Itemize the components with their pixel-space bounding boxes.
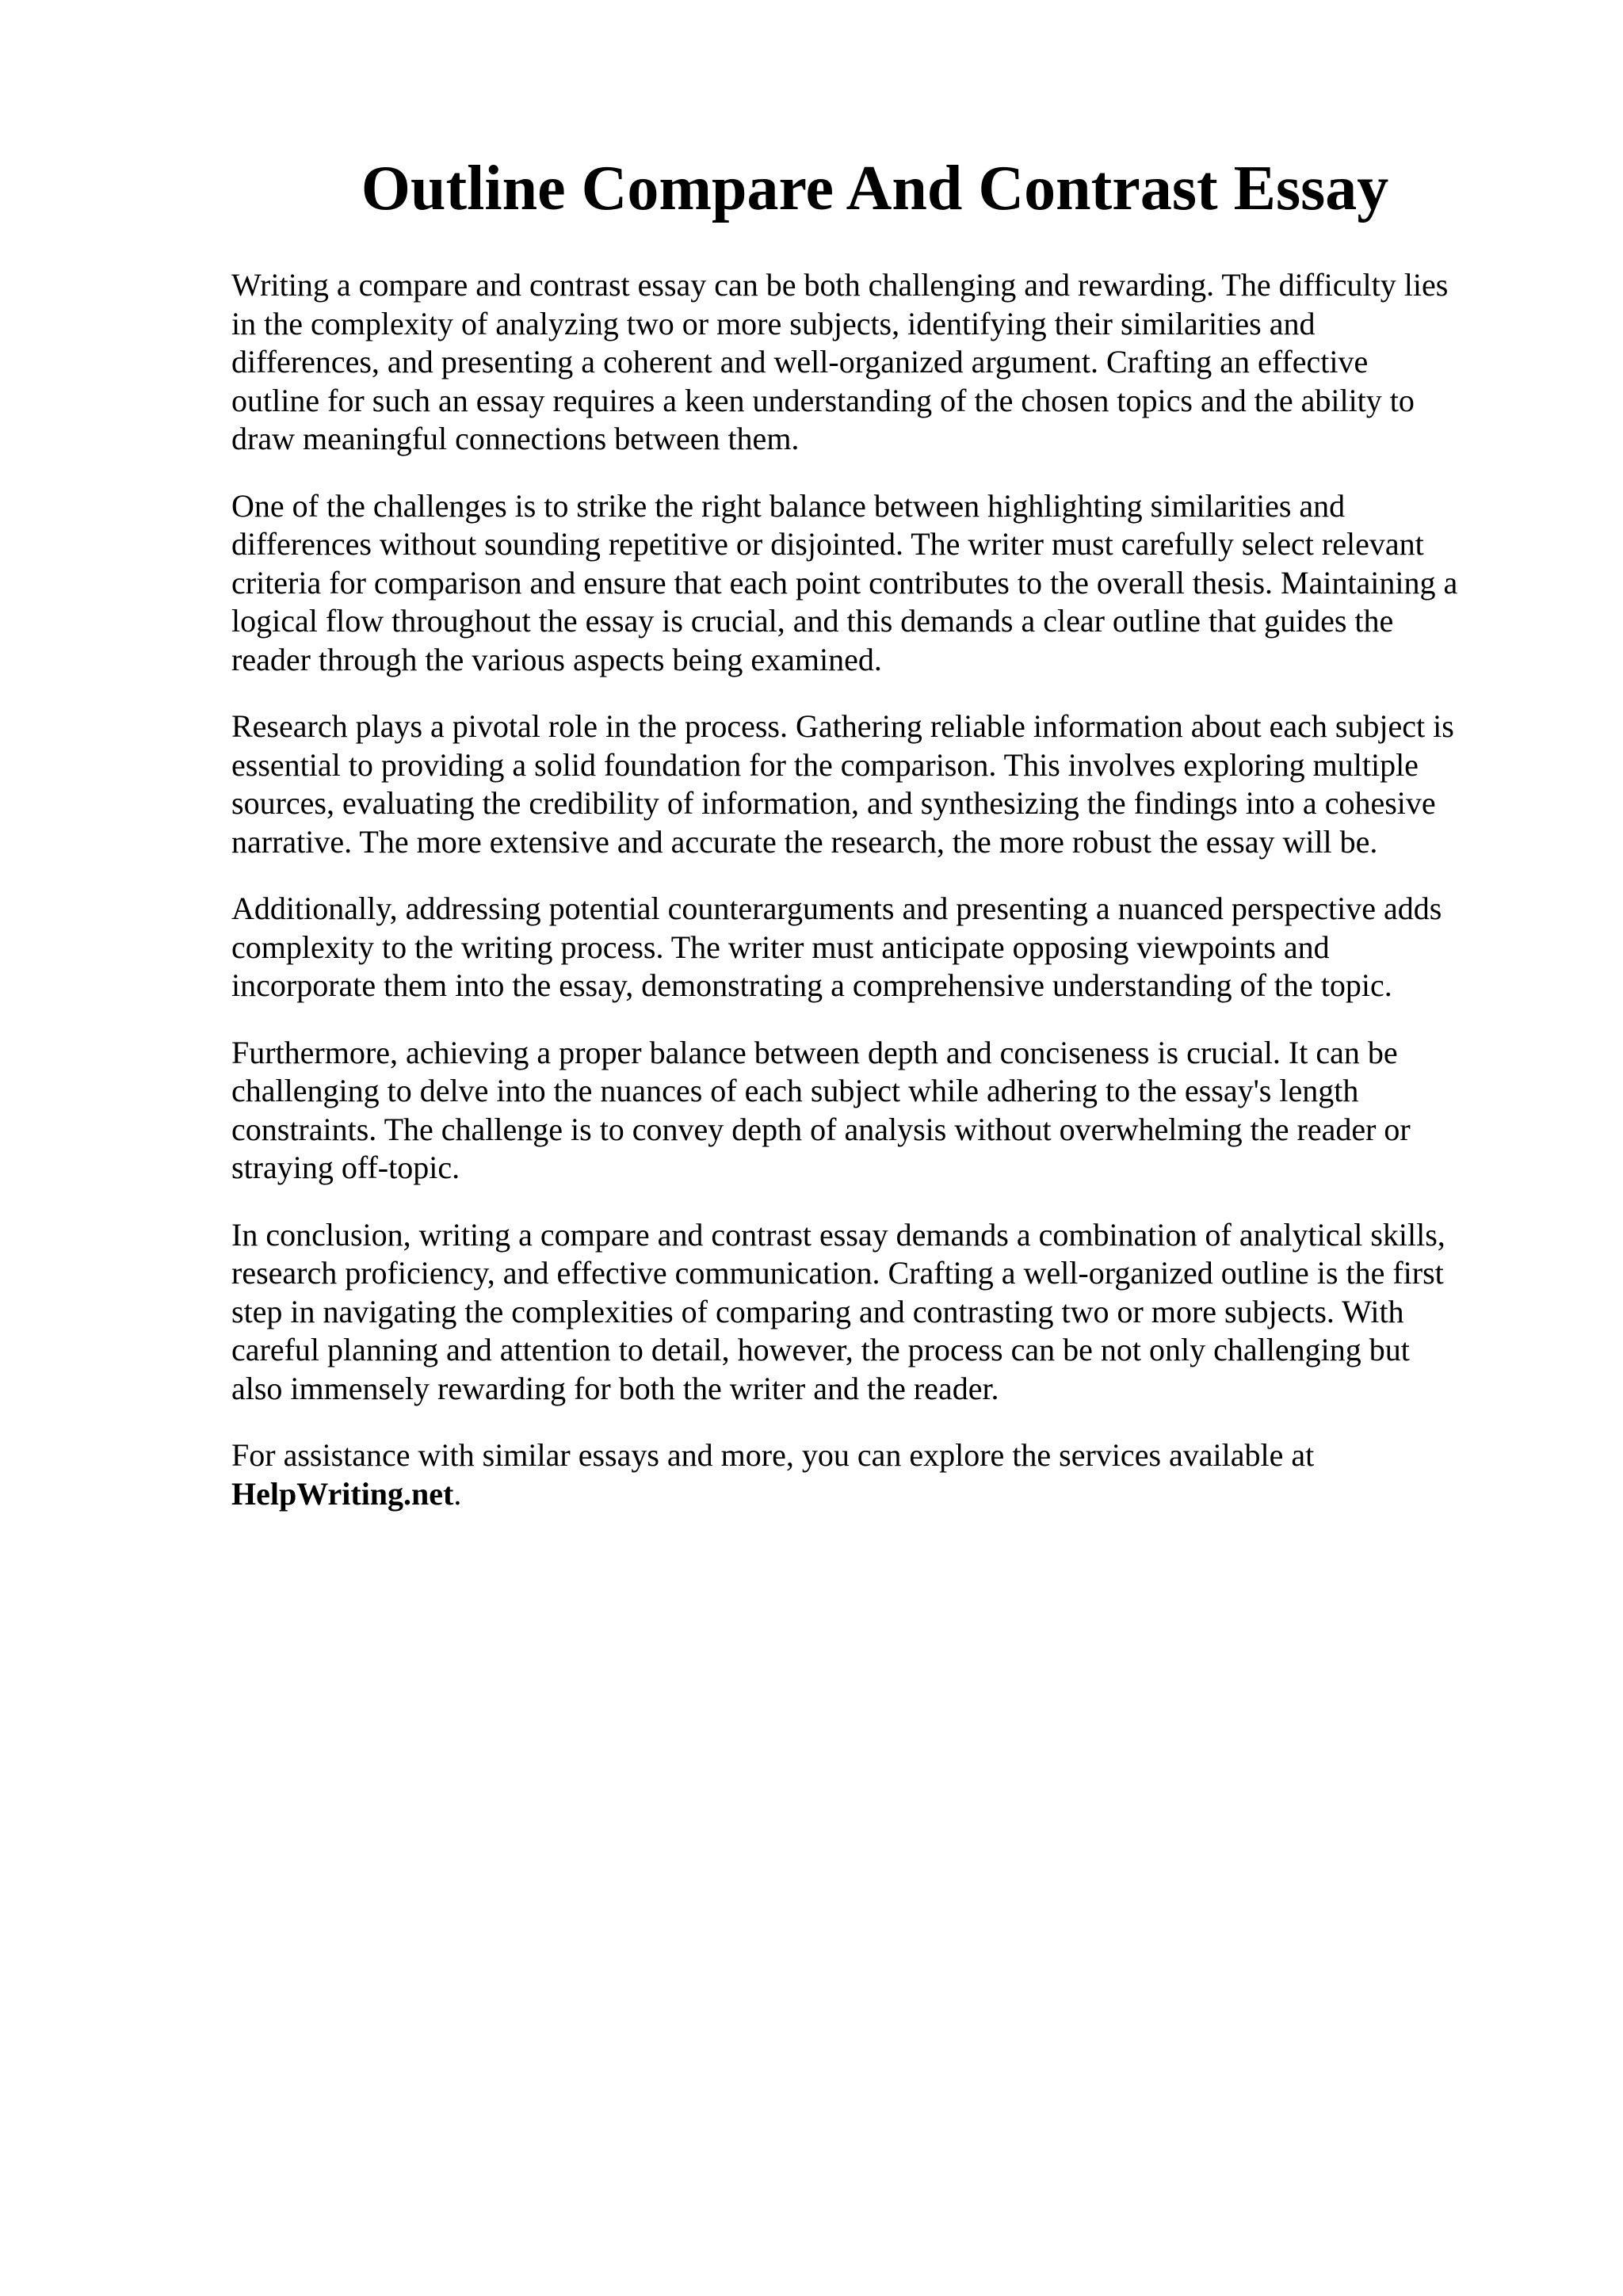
paragraph-conclusion: In conclusion, writing a compare and contrast essay demands a combination of analytical skills, research proficiency, and effective communication. Crafting a well-organized outline is the first step in navigating the complexities of comparing and contrasting two or more subjects. With careful planning and attention to detail, however, the process can be not only challenging but also immensely rewarding for both the writer and the reader. bbox=[231, 1216, 1445, 1406]
paragraph-balance: Furthermore, achieving a proper balance between depth and conciseness is crucial. It can be challenging to delve into the nuances of each subject while adhering to the essay's length constraints. The challenge is to convey depth of analysis without overwhelming the reader or straying off-topic. bbox=[231, 1034, 1411, 1185]
paragraph-challenges: One of the challenges is to strike the right balance between highlighting similarities and differences without sounding repetitive or disjointed. The writer must carefully select relevant criteria for comparison and ensure that each point contributes to the overall thesis. Maintaining a logical flow throughout the essay is crucial, and this demands a clear outline that guides the reader through the various aspects being examined. bbox=[231, 487, 1458, 677]
document-title: Outline Compare And Contrast Essay bbox=[361, 154, 1389, 223]
closing-text: For assistance with similar essays and more, you can explore the services available at bbox=[231, 1437, 1315, 1473]
closing-period: . bbox=[453, 1475, 462, 1512]
document-body bbox=[231, 266, 1563, 1542]
paragraph-counterarguments: Additionally, addressing potential counterarguments and presenting a nuanced perspective adds complexity to the writing process. The writer must anticipate opposing viewpoints and incorporate them into the essay, demonstrating a comprehensive understanding of the topic. bbox=[231, 891, 1442, 1003]
paragraph-intro: Writing a compare and contrast essay can be both challenging and rewarding. The difficulty lies in the complexity of analyzing two or more subjects, identifying their similarities and differences, and presenting a coherent and well-organized argument. Crafting an effective outline for such an essay requires a keen understanding of the chosen topics and the ability to draw meaningful connections between them. bbox=[231, 267, 1449, 456]
paragraph-research: Research plays a pivotal role in the process. Gathering reliable information about each subject is essential to providing a solid foundation for the comparison. This involves exploring multiple sources, evaluating the credibility of information, and synthesizing the findings into a cohesive narrative. The more extensive and accurate the research, the more robust the essay will be. bbox=[231, 708, 1454, 860]
helpwriting-link[interactable]: HelpWriting.net bbox=[231, 1475, 454, 1512]
paragraph-closing bbox=[231, 1436, 1563, 1513]
